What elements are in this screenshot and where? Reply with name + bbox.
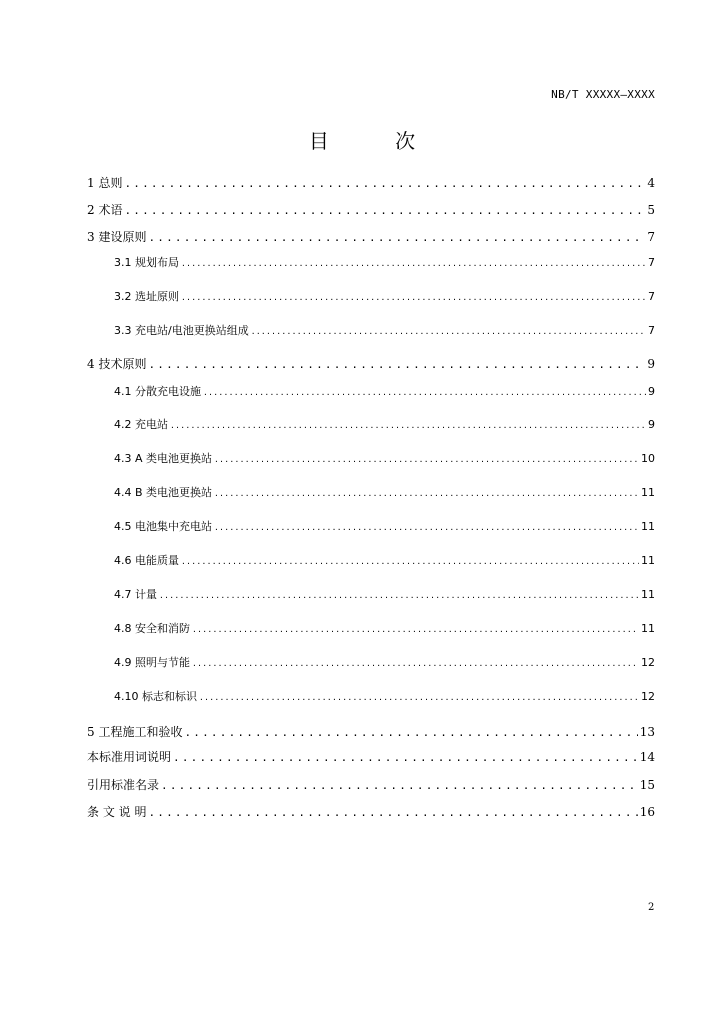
toc-entry-label: 4.2 充电站	[114, 418, 168, 431]
dot-leader	[214, 486, 639, 499]
toc-entry[interactable]	[114, 322, 655, 342]
toc-entry-page: 12	[641, 690, 655, 703]
toc-entry[interactable]	[114, 450, 655, 470]
toc-entry[interactable]	[87, 355, 655, 375]
toc-entry-page: 11	[641, 486, 655, 499]
toc-entry[interactable]	[87, 228, 655, 248]
toc-entry-label: 4.10 标志和标识	[114, 690, 197, 703]
toc-entry-page: 7	[648, 256, 655, 269]
toc-entry-label: 1 总则	[87, 176, 123, 190]
toc-entry-label: 3.2 选址原则	[114, 290, 179, 303]
toc-entry-page: 11	[641, 554, 655, 567]
document-code: NB/T XXXXX—XXXX	[551, 88, 655, 101]
page-number: 2	[648, 902, 655, 913]
toc-entry-page: 7	[647, 230, 655, 244]
toc-entry-page: 7	[648, 290, 655, 303]
toc-entry-label: 4.5 电池集中充电站	[114, 520, 212, 533]
toc-entry[interactable]	[114, 288, 655, 308]
dot-leader	[124, 176, 645, 190]
toc-entry[interactable]	[114, 254, 655, 274]
toc-entry-page: 4	[647, 176, 655, 190]
toc-entry-page: 7	[648, 324, 655, 337]
toc-entry-page: 10	[641, 452, 655, 465]
dot-leader	[159, 588, 639, 601]
toc-entry-page: 11	[641, 622, 655, 635]
toc-entry-label: 4.7 计量	[114, 588, 157, 601]
toc-entry-label: 3.3 充电站/电池更换站组成	[114, 324, 249, 337]
toc-entry-label: 4.8 安全和消防	[114, 622, 190, 635]
toc-entry[interactable]	[114, 688, 655, 708]
dot-leader	[181, 256, 646, 269]
toc-entry[interactable]	[87, 723, 655, 743]
dot-leader	[203, 385, 646, 398]
toc-entry-page: 9	[647, 357, 655, 371]
dot-leader	[214, 520, 639, 533]
toc-entry-page: 13	[639, 725, 655, 739]
dot-leader	[173, 750, 638, 764]
toc-entry-label: 引用标准名录	[87, 778, 160, 792]
dot-leader	[181, 554, 639, 567]
toc-entry[interactable]	[114, 484, 655, 504]
dot-leader	[170, 418, 646, 431]
toc-entry[interactable]	[87, 174, 655, 194]
toc-entry-label: 3.1 规划布局	[114, 256, 179, 269]
dot-leader	[148, 230, 645, 244]
toc-entry-page: 15	[639, 778, 655, 792]
toc-entry[interactable]	[114, 383, 655, 403]
toc-entry-label: 3 建设原则	[87, 230, 147, 244]
toc-entry[interactable]	[87, 201, 655, 221]
dot-leader	[184, 725, 637, 739]
toc-entry-label: 4.9 照明与节能	[114, 656, 190, 669]
dot-leader	[214, 452, 639, 465]
dot-leader	[192, 656, 639, 669]
dot-leader	[199, 690, 639, 703]
toc-entry[interactable]	[114, 552, 655, 572]
toc-entry-label: 4.6 电能质量	[114, 554, 179, 567]
toc-entry-label: 条 文 说 明	[87, 805, 147, 819]
toc-entry-label: 4.1 分散充电设施	[114, 385, 201, 398]
toc-entry-label: 本标准用词说明	[87, 750, 172, 764]
toc-entry[interactable]	[114, 654, 655, 674]
toc-entry[interactable]	[87, 776, 655, 796]
toc-entry-page: 12	[641, 656, 655, 669]
page-title: 目 次	[308, 129, 446, 153]
toc-entry[interactable]	[87, 803, 655, 823]
dot-leader	[124, 203, 645, 217]
toc-entry-label: 5 工程施工和验收	[87, 725, 183, 739]
toc-entry-page: 14	[639, 750, 655, 764]
toc-entry-page: 11	[641, 588, 655, 601]
toc-entry[interactable]	[114, 586, 655, 606]
toc-entry-page: 11	[641, 520, 655, 533]
dot-leader	[148, 357, 645, 371]
toc-entry-label: 2 术语	[87, 203, 123, 217]
dot-leader	[181, 290, 646, 303]
toc-entry-label: 4.3 A 类电池更换站	[114, 452, 213, 465]
toc-entry-label: 4.4 B 类电池更换站	[114, 486, 213, 499]
toc-entry[interactable]	[114, 416, 655, 436]
dot-leader	[148, 805, 637, 819]
toc-entry[interactable]	[114, 518, 655, 538]
toc-entry-page: 9	[648, 385, 655, 398]
toc-entry-page: 9	[648, 418, 655, 431]
dot-leader	[161, 778, 638, 792]
toc-entry[interactable]	[87, 748, 655, 768]
dot-leader	[192, 622, 639, 635]
toc-entry[interactable]	[114, 620, 655, 640]
toc-entry-label: 4 技术原则	[87, 357, 147, 371]
dot-leader	[251, 324, 646, 337]
toc-entry-page: 16	[639, 805, 655, 819]
toc-entry-page: 5	[647, 203, 655, 217]
